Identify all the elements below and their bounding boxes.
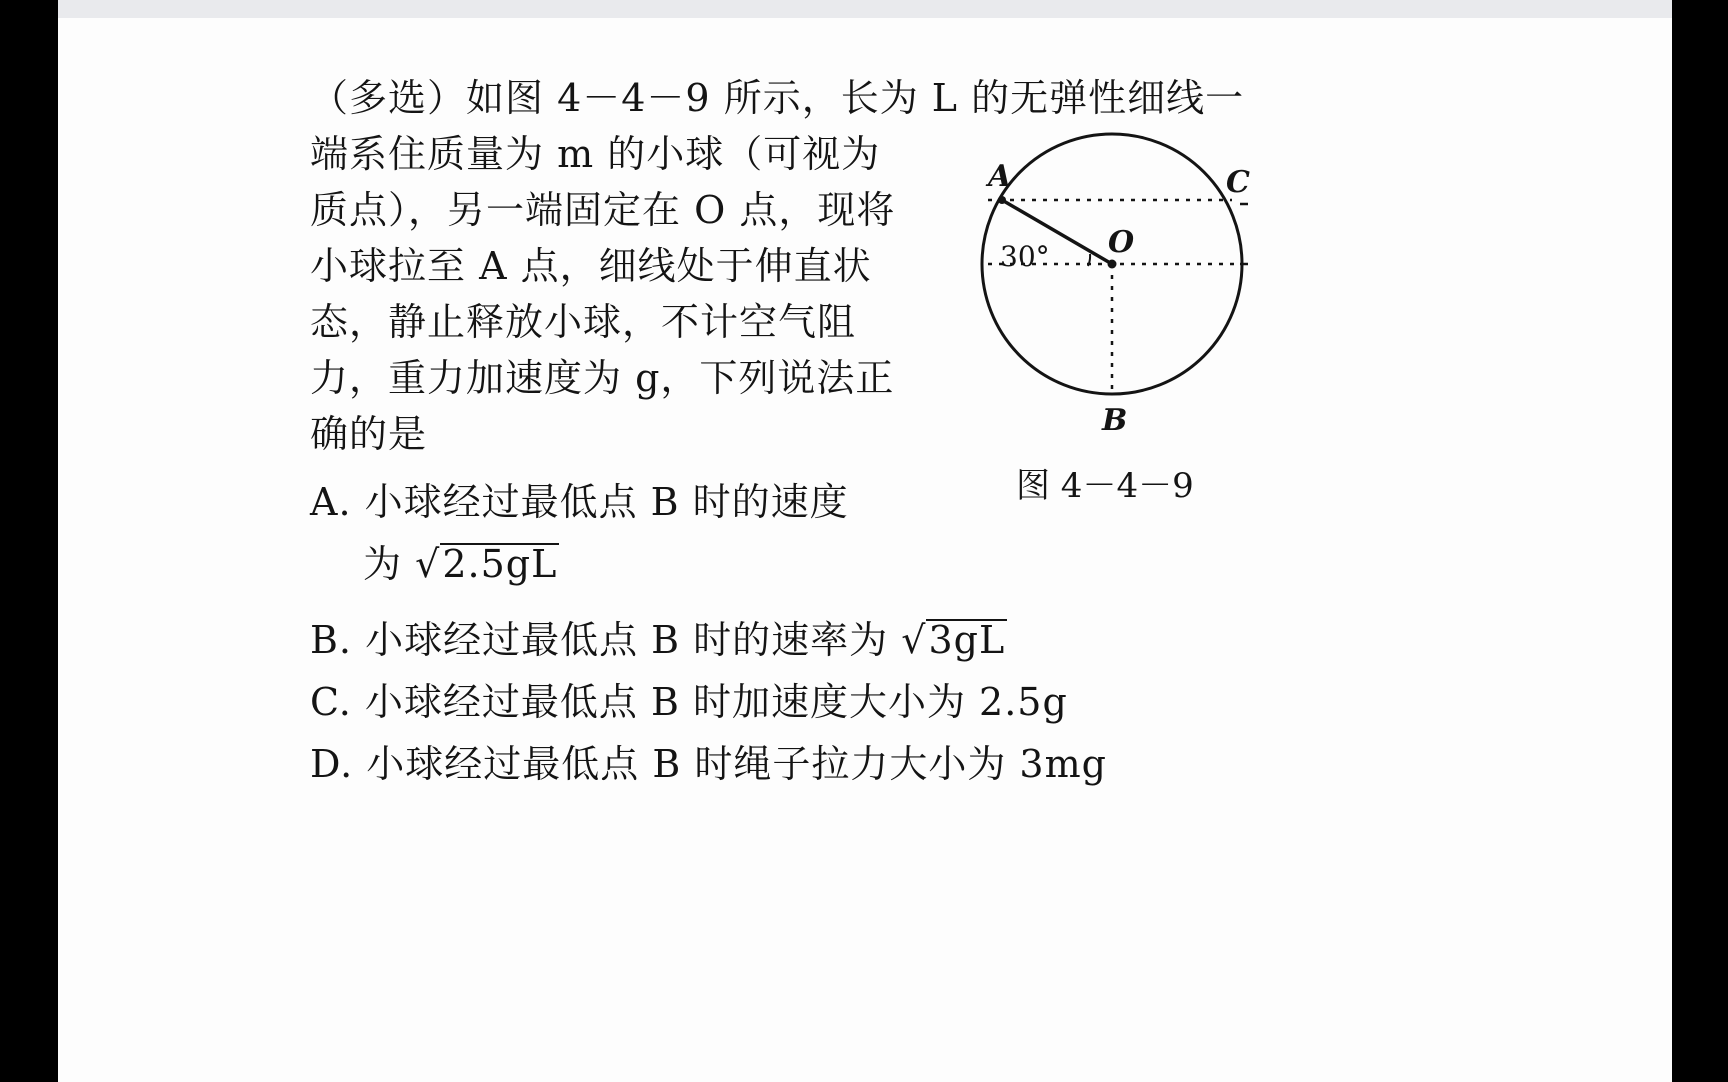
- option-c: C. 小球经过最低点 B 时加速度大小为 2.5g: [310, 680, 1068, 724]
- top-bar: [58, 0, 1672, 18]
- point-o: [1108, 260, 1117, 269]
- option-b-prefix: B. 小球经过最低点 B 时的速率为: [310, 618, 902, 662]
- sqrt-symbol-a: √: [415, 542, 441, 586]
- point-a: [998, 196, 1006, 204]
- option-a-radicand: 2.5gL: [442, 542, 558, 586]
- question-line-3: 质点），另一端固定在 O 点，现将: [310, 188, 896, 232]
- question-line-4: 小球拉至 A 点，细线处于伸直状: [310, 244, 872, 288]
- label-a: A: [988, 159, 1012, 194]
- label-c: C: [1226, 165, 1250, 200]
- option-a-line-2: [363, 542, 559, 586]
- label-o: O: [1108, 225, 1135, 260]
- question-line-7: 确的是: [310, 412, 428, 456]
- option-a-prefix: 为: [363, 542, 416, 586]
- sqrt-symbol-b: √: [901, 618, 927, 662]
- option-d: D. 小球经过最低点 B 时绳子拉力大小为 3mg: [310, 742, 1107, 786]
- option-a-line-1: A. 小球经过最低点 B 时的速度: [310, 480, 849, 524]
- figure-caption: 图 4－4－9: [1016, 466, 1194, 506]
- question-line-6: 力，重力加速度为 g，下列说法正: [310, 356, 895, 400]
- option-b-radicand: 3gL: [928, 618, 1006, 662]
- document-page[interactable]: [58, 18, 1672, 1082]
- label-b: B: [1102, 403, 1128, 438]
- angle-label: 30°: [1000, 240, 1050, 273]
- question-line-2: 端系住质量为 m 的小球（可视为: [310, 132, 881, 176]
- angle-arc: [1088, 254, 1090, 266]
- option-b: [310, 618, 1007, 662]
- question-line-1: （多选）如图 4－4－9 所示，长为 L 的无弹性细线一: [310, 76, 1245, 120]
- question-line-5: 态，静止释放小球，不计空气阻: [310, 300, 857, 344]
- question-content: [58, 18, 1672, 1082]
